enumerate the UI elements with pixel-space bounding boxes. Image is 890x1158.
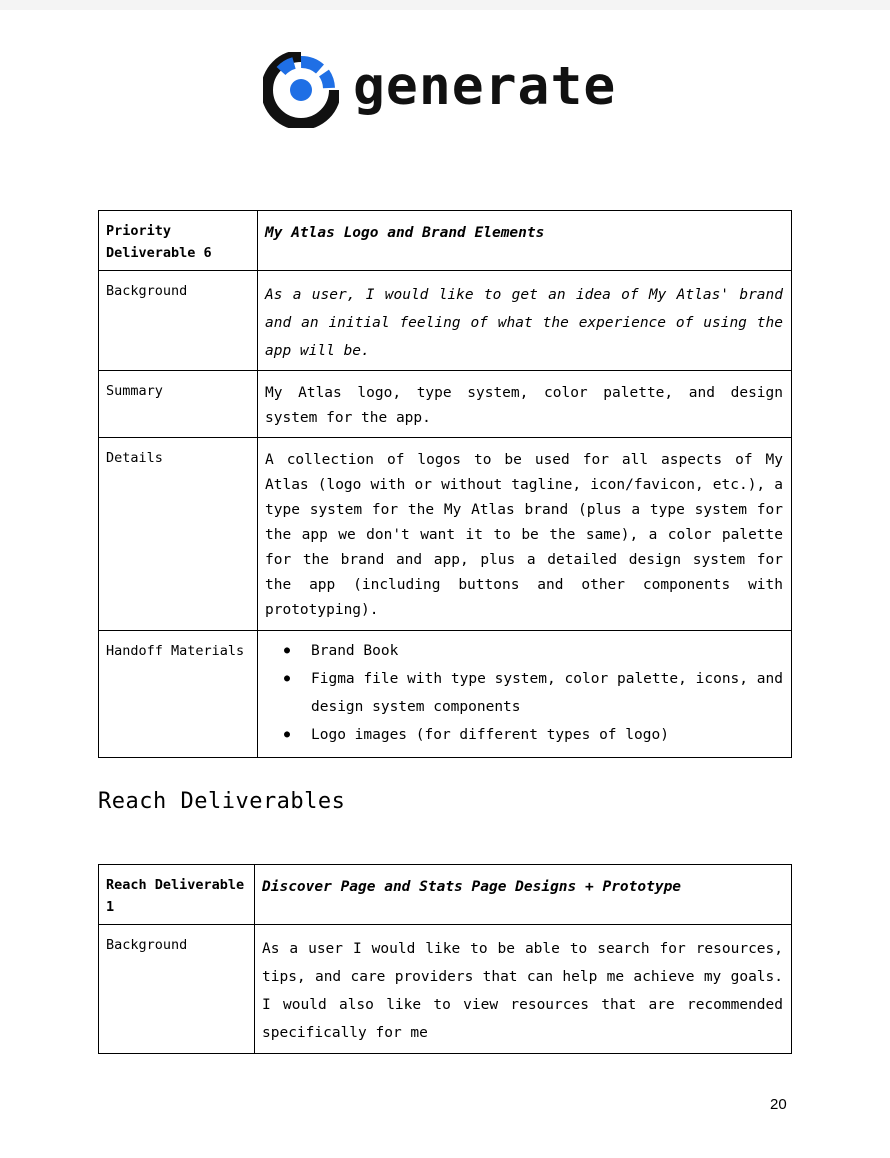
handoff-list [265, 637, 783, 749]
table-row [99, 865, 792, 925]
brand-logo [263, 51, 616, 129]
deliverable-title: My Atlas Logo and Brand Elements [258, 211, 792, 271]
list-item: ● Figma file with type system, color palette, icons, and design system components [311, 665, 783, 721]
table-row [99, 438, 792, 631]
row-text-background: As a user, I would like to get an idea of My Atlas' brand and an initial feeling of what the experience of using the app will be. [258, 271, 792, 371]
table-row [99, 371, 792, 438]
row-label-summary: Summary [99, 371, 258, 438]
row-label-background: Background [99, 271, 258, 371]
logo-wordmark: generate [353, 55, 617, 117]
deliverable-label: Priority Deliverable 6 [99, 211, 258, 271]
section-heading: Reach Deliverables [98, 789, 346, 814]
deliverable-title: Discover Page and Stats Page Designs + Prototype [255, 865, 792, 925]
row-text-details: A collection of logos to be used for all aspects of My Atlas (logo with or without tagline, icon/favicon, etc.), a type system for the My Atlas brand (plus a type system for the app we don't want it to be the same), a color palette for the brand and app, plus a detailed design system for the app (including buttons and other components with prototyping). [258, 438, 792, 631]
page-number: 20 [770, 1096, 787, 1113]
reach-deliverable-table [98, 864, 792, 1054]
table-row [99, 271, 792, 371]
row-text-background: As a user I would like to be able to search for resources, tips, and care providers that can help me achieve my goals. I would also like to view resources that are recommended specifically for me [255, 925, 792, 1054]
row-text-summary: My Atlas logo, type system, color palette, and design system for the app. [258, 371, 792, 438]
top-band [0, 0, 890, 10]
row-label-details: Details [99, 438, 258, 631]
list-item: ● Logo images (for different types of logo) [311, 721, 783, 749]
table-row [99, 631, 792, 758]
list-item: ● Brand Book [311, 637, 783, 665]
priority-deliverable-table [98, 210, 792, 758]
generate-logo-icon [263, 52, 339, 128]
row-label-background: Background [99, 925, 255, 1054]
row-label-handoff: Handoff Materials [99, 631, 258, 758]
table-row [99, 925, 792, 1054]
row-handoff-list-cell [258, 631, 792, 758]
table-row [99, 211, 792, 271]
deliverable-label: Reach Deliverable 1 [99, 865, 255, 925]
